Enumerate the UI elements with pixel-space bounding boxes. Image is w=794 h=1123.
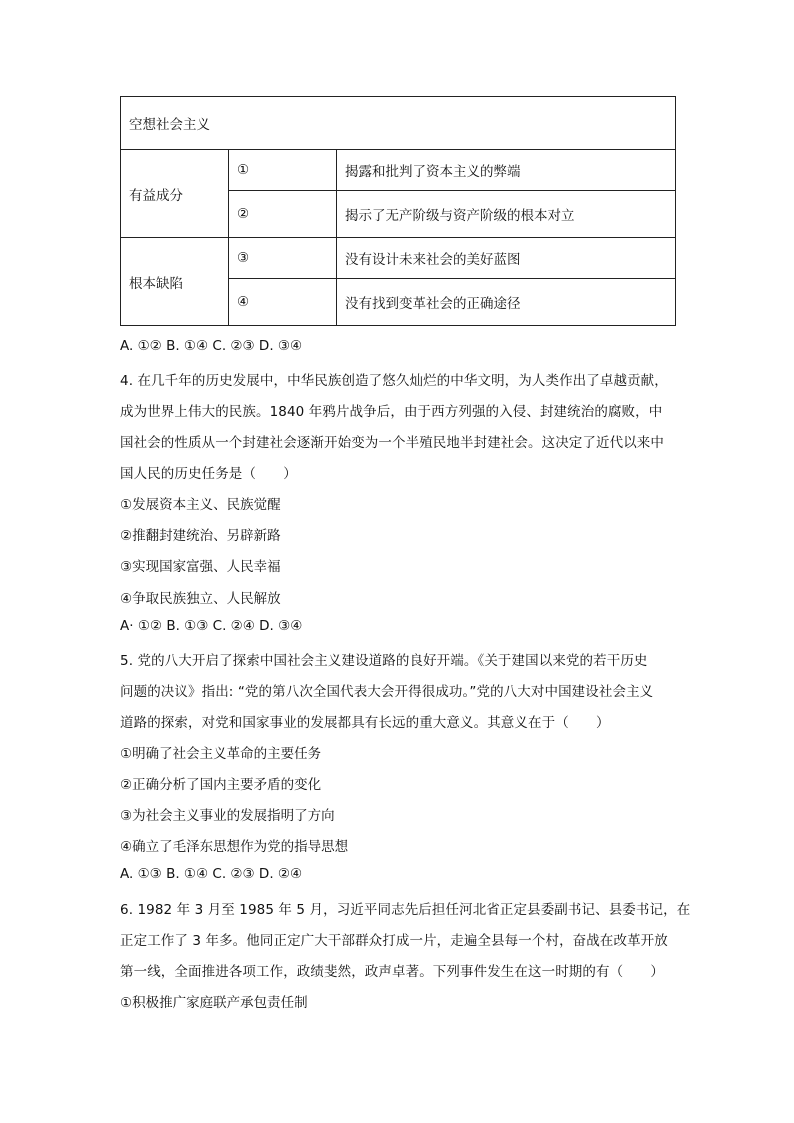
q4-stem-line: 国人民的历史任务是（ ）: [120, 466, 297, 482]
q4-stem-line: 4. 在几千年的历史发展中，中华民族创造了悠久灿烂的中华文明，为人类作出了卓越贡献，: [120, 373, 668, 389]
q6-stem-line: 6. 1982 年 3 月至 1985 年 5 月，习近平同志先后担任河北省正定县委副书记、县委书记，在: [120, 902, 691, 918]
q5-item: ①明确了社会主义革命的主要任务: [120, 746, 322, 762]
q4-stem-line: 国社会的性质从一个封建社会逐渐开始变为一个半殖民地半封建社会。这决定了近代以来中: [120, 435, 664, 451]
q6-stem-line: 正定工作了 3 年多。他同正定广大干部群众打成一片，走遍全县每一个村，奋战在改革开放: [120, 933, 668, 949]
q5-stem-line: 5. 党的八大开启了探索中国社会主义建设道路的良好开端。《关于建国以来党的若干历史: [120, 653, 648, 669]
q6-item: ①积极推广家庭联产承包责任制: [120, 995, 308, 1011]
q3-options: A. ①② B. ①④ C. ②③ D. ③④: [120, 338, 303, 354]
q4-item: ②推翻封建统治、另辟新路: [120, 528, 281, 544]
q4-options: A· ①② B. ①③ C. ②④ D. ③④: [120, 618, 303, 634]
q4-stem-line: 成为世界上伟大的民族。1840 年鸦片战争后，由于西方列强的入侵、封建统治的腐败，中: [120, 404, 663, 420]
q5-item: ④确立了毛泽东思想作为党的指导思想: [120, 839, 349, 855]
table-group-beneficial: 有益成分: [121, 150, 229, 238]
q5-stem-line: 道路的探索，对党和国家事业的发展都具有长远的重大意义。其意义在于（ ）: [120, 715, 610, 731]
q6-stem-line: 第一线，全面推进各项工作，政绩斐然，政声卓著。下列事件发生在这一时期的有（ ）: [120, 964, 664, 980]
table-group-defect: 根本缺陷: [121, 238, 229, 326]
table-cell-num: ③: [229, 238, 337, 279]
utopian-socialism-table: [120, 96, 676, 326]
table-header: 空想社会主义: [121, 97, 676, 150]
table-cell-num: ②: [229, 191, 337, 238]
q4-item: ③实现国家富强、人民幸福: [120, 559, 281, 575]
q5-item: ②正确分析了国内主要矛盾的变化: [120, 777, 322, 793]
q4-item: ①发展资本主义、民族觉醒: [120, 497, 281, 513]
table-cell-text: 揭示了无产阶级与资产阶级的根本对立: [337, 191, 676, 238]
q4-item: ④争取民族独立、人民解放: [120, 591, 281, 607]
q5-item: ③为社会主义事业的发展指明了方向: [120, 808, 335, 824]
q5-options: A. ①③ B. ①④ C. ②③ D. ②④: [120, 866, 303, 882]
table-cell-text: 没有设计未来社会的美好蓝图: [337, 238, 676, 279]
table-cell-num: ④: [229, 279, 337, 326]
q5-stem-line: 问题的决议》指出: “党的第八次全国代表大会开得很成功。”党的八大对中国建设社会主义: [120, 684, 654, 700]
table-cell-num: ①: [229, 150, 337, 191]
table-cell-text: 揭露和批判了资本主义的弊端: [337, 150, 676, 191]
table-cell-text: 没有找到变革社会的正确途径: [337, 279, 676, 326]
